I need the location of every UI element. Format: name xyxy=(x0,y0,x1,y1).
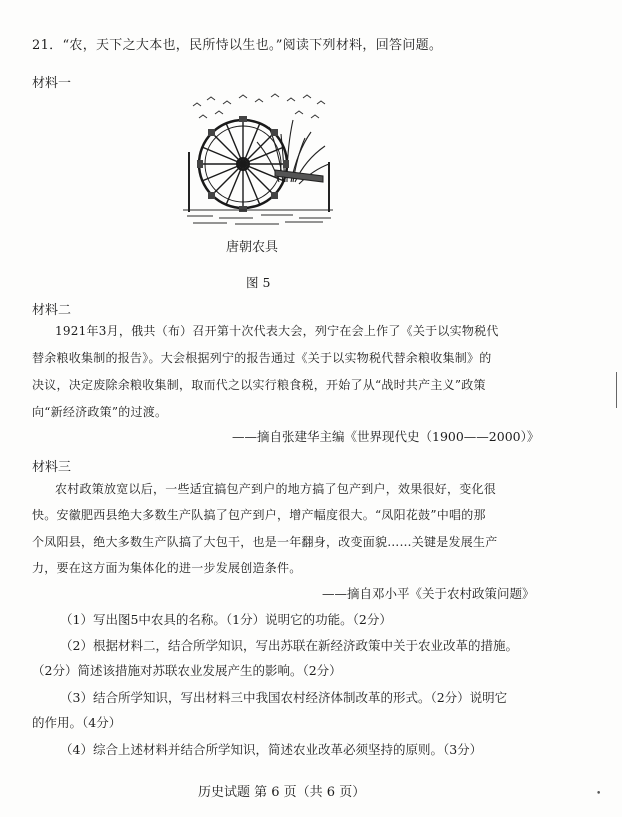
material2-line: 决议，决定废除余粮收集制，取而代之以实行粮食税，开始了从“战时共产主义”政策 xyxy=(32,378,486,392)
figure-caption: 唐朝农具 xyxy=(226,240,279,255)
subquestion-2: （2）根据材料二，结合所学知识，写出苏联在新经济政策中关于农业改革的措施。 xyxy=(60,638,518,653)
page-footer: 历史试题 第 6 页（共 6 页） xyxy=(198,785,366,800)
material3-line: 力，要在这方面为集体化的进一步发展创造条件。 xyxy=(32,561,302,575)
material3-line: 农村政策放宽以后，一些适宜搞包产到户的地方搞了包产到户，效果很好，变化很 xyxy=(55,482,497,496)
material3-line: 快。安徽肥西县绝大多数生产队搞了包产到户，增产幅度很大。“凤阳花鼓”中唱的那 xyxy=(32,508,486,522)
material3-label: 材料三 xyxy=(32,460,72,475)
subquestion-3-cont: 的作用。（4分） xyxy=(32,715,122,730)
material1-label: 材料一 xyxy=(32,76,72,91)
question-intro: 21．“农，天下之大本也，民所恃以生也。”阅读下列材料，回答问题。 xyxy=(32,38,443,53)
material2-line: 替余粮收集制的报告》。大会根据列宁的报告通过《关于以实物税代替余粮收集制》的 xyxy=(32,351,492,365)
material3-source: ——摘自邓小平《关于农村政策问题》 xyxy=(322,586,535,601)
subquestion-1: （1）写出图5中农具的名称。（1分）说明它的功能。（2分） xyxy=(60,612,392,627)
margin-mark xyxy=(616,372,617,408)
figure-label: 图 5 xyxy=(246,275,271,290)
material3-line: 个凤阳县，绝大多数生产队搞了大包干，也是一年翻身，改变面貌……关键是发展生产 xyxy=(32,535,498,549)
material2-line: 1921年3月，俄共（布）召开第十次代表大会，列宁在会上作了《关于以实物税代 xyxy=(55,324,499,338)
material2-line: 向“新经济政策”的过渡。 xyxy=(32,405,168,419)
subquestion-2-cont: （2分）简述该措施对苏联农业发展产生的影响。（2分） xyxy=(32,663,342,678)
subquestion-4: （4）综合上述材料并结合所学知识，简述农业改革必须坚持的原则。（3分） xyxy=(60,742,483,757)
subquestion-3: （3）结合所学知识，写出材料三中我国农村经济体制改革的形式。（2分）说明它 xyxy=(60,690,508,705)
material2-label: 材料二 xyxy=(32,303,72,318)
material2-source: ——摘自张建华主编《世界现代史（1900——2000）》 xyxy=(232,429,540,444)
waterwheel-illustration xyxy=(183,92,333,227)
scan-dot: • xyxy=(596,789,602,799)
